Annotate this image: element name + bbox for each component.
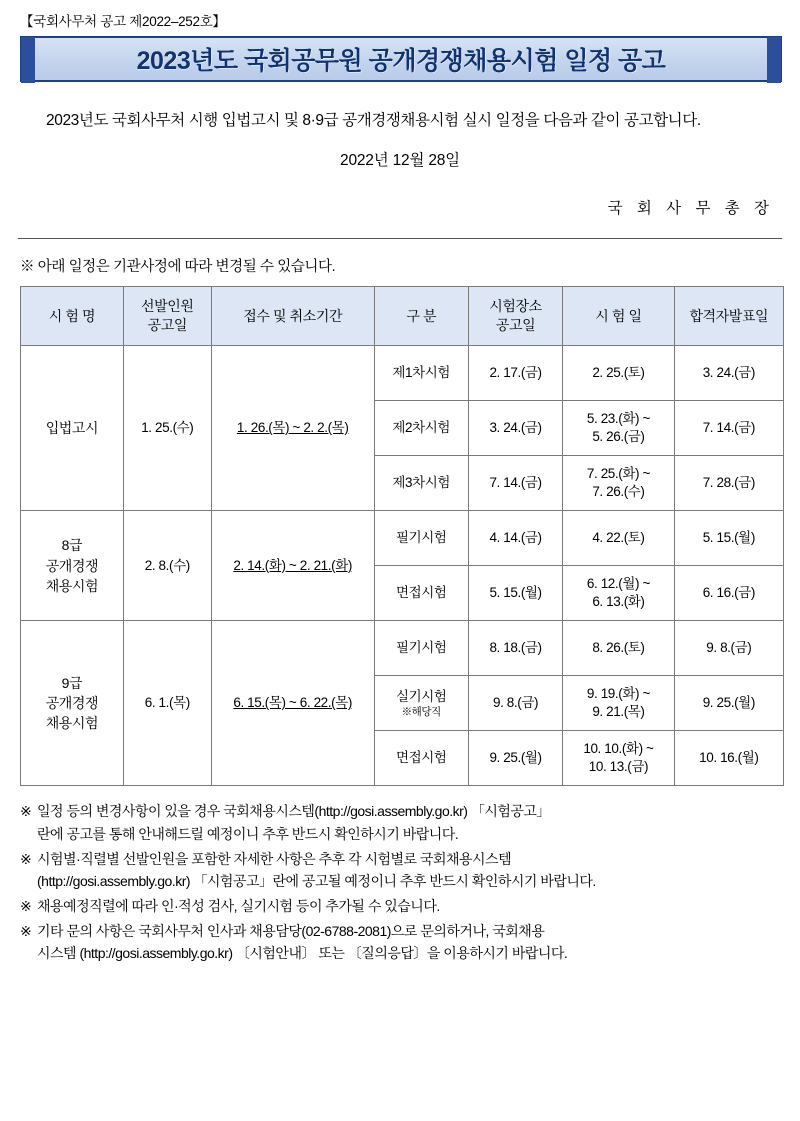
apply-period-cell: 1. 26.(목) ~ 2. 2.(목) <box>211 346 374 511</box>
table-row <box>21 621 784 676</box>
footnote-item <box>20 920 780 965</box>
result-date-cell: 7. 14.(금) <box>674 401 783 456</box>
notice-date-cell: 6. 1.(목) <box>123 621 211 786</box>
place-notice-cell: 9. 25.(월) <box>468 731 562 786</box>
table-row <box>21 511 784 566</box>
place-notice-cell: 3. 24.(금) <box>468 401 562 456</box>
banner-right-tab <box>767 37 781 83</box>
footnote-text: 기타 문의 사항은 국회사무처 인사과 채용담당(02-6788-2081)으로 문의하거나, 국회채용 시스템 (http://gosi.assembly.go.kr) 〔시험안내〕 또는 〔질의응답〕을 이용하시기 바랍니다. <box>37 922 568 962</box>
result-date-cell: 10. 16.(월) <box>674 731 783 786</box>
exam-date-cell: 2. 25.(토) <box>563 346 674 401</box>
col-header-result-date: 합격자발표일 <box>674 287 783 346</box>
result-date-cell: 7. 28.(금) <box>674 456 783 511</box>
page-title: 2023년도 국회공무원 공개경쟁채용시험 일정 공고 <box>136 47 666 75</box>
exam-name-cell: 8급 공개경쟁 채용시험 <box>21 511 124 621</box>
footnote-mark: ※ <box>20 922 32 939</box>
division-cell: 필기시험 <box>374 511 468 566</box>
exam-name-cell: 입법고시 <box>21 346 124 511</box>
division-cell: 필기시험 <box>374 621 468 676</box>
division-cell: 제1차시험 <box>374 346 468 401</box>
exam-date-cell: 7. 25.(화) ~ 7. 26.(수) <box>563 456 674 511</box>
col-header-division: 구 분 <box>374 287 468 346</box>
division-cell: 제3차시험 <box>374 456 468 511</box>
footnote-item <box>20 895 780 918</box>
announcement-date: 2022년 12월 28일 <box>340 152 460 170</box>
place-notice-cell: 2. 17.(금) <box>468 346 562 401</box>
place-notice-cell: 9. 8.(금) <box>468 676 562 731</box>
col-header-exam-name: 시 험 명 <box>21 287 124 346</box>
place-notice-cell: 4. 14.(금) <box>468 511 562 566</box>
division-cell: 면접시험 <box>374 731 468 786</box>
exam-date-cell: 5. 23.(화) ~ 5. 26.(금) <box>563 401 674 456</box>
division-cell: 면접시험 <box>374 566 468 621</box>
footnote-text: 채용예정직렬에 따라 인·적성 검사, 실기시험 등이 추가될 수 있습니다. <box>37 898 440 915</box>
division-cell: 제2차시험 <box>374 401 468 456</box>
apply-period-cell: 2. 14.(화) ~ 2. 21.(화) <box>211 511 374 621</box>
exam-name-cell: 9급 공개경쟁 채용시험 <box>21 621 124 786</box>
footnotes <box>20 800 780 965</box>
footnote-mark: ※ <box>20 850 32 867</box>
division-note: ※해당직 <box>401 706 441 719</box>
exam-date-cell: 6. 12.(월) ~ 6. 13.(화) <box>563 566 674 621</box>
notice-date-cell: 1. 25.(수) <box>123 346 211 511</box>
schedule-change-note: ※ 아래 일정은 기관사정에 따라 변경될 수 있습니다. <box>20 259 336 276</box>
footnote-mark: ※ <box>20 898 32 915</box>
banner-left-tab <box>21 37 35 83</box>
exam-date-cell: 10. 10.(화) ~ 10. 13.(금) <box>563 731 674 786</box>
result-date-cell: 9. 25.(월) <box>674 676 783 731</box>
result-date-cell: 6. 16.(금) <box>674 566 783 621</box>
col-header-notice-date: 선발인원 공고일 <box>123 287 211 346</box>
footnote-text: 일정 등의 변경사항이 있을 경우 국회채용시스템(http://gosi.assembly.go.kr) 「시험공고」 란에 공고를 통해 안내해드릴 예정이니 추후 반드시 확인하시기 바랍니다. <box>37 803 550 843</box>
table-header-row <box>21 287 784 346</box>
signer-title: 국 회 사 무 총 장 <box>607 200 774 218</box>
intro-paragraph: 2023년도 국회사무처 시행 입법고시 및 8·9급 공개경쟁채용시험 실시 일정을 다음과 같이 공고합니다. <box>46 112 701 129</box>
col-header-place-notice: 시험장소 공고일 <box>468 287 562 346</box>
divider-rule <box>18 238 782 239</box>
document-number: 【국회사무처 공고 제2022–252호】 <box>20 14 226 29</box>
footnote-item <box>20 800 780 845</box>
schedule-table <box>20 286 784 786</box>
col-header-exam-date: 시 험 일 <box>563 287 674 346</box>
place-notice-cell: 8. 18.(금) <box>468 621 562 676</box>
exam-date-cell: 8. 26.(토) <box>563 621 674 676</box>
footnote-text: 시험별·직렬별 선발인원을 포함한 자세한 사항은 추후 각 시험별로 국회채용시스템 (http://gosi.assembly.go.kr) 「시험공고」란에 공고될 예정이니 추후 반드시 확인하시기 바랍니다. <box>37 850 596 890</box>
title-banner <box>20 36 782 82</box>
result-date-cell: 5. 15.(월) <box>674 511 783 566</box>
result-date-cell: 3. 24.(금) <box>674 346 783 401</box>
notice-date-cell: 2. 8.(수) <box>123 511 211 621</box>
table-body <box>21 346 784 786</box>
place-notice-cell: 5. 15.(월) <box>468 566 562 621</box>
result-date-cell: 9. 8.(금) <box>674 621 783 676</box>
apply-period-cell: 6. 15.(목) ~ 6. 22.(목) <box>211 621 374 786</box>
footnote-item <box>20 848 780 893</box>
place-notice-cell: 7. 14.(금) <box>468 456 562 511</box>
col-header-apply-period: 접수 및 취소기간 <box>211 287 374 346</box>
table-header <box>21 287 784 346</box>
footnote-mark: ※ <box>20 803 32 820</box>
table-row <box>21 346 784 401</box>
exam-date-cell: 4. 22.(토) <box>563 511 674 566</box>
exam-date-cell: 9. 19.(화) ~ 9. 21.(목) <box>563 676 674 731</box>
division-cell: 실기시험 ※해당직 <box>374 676 468 731</box>
